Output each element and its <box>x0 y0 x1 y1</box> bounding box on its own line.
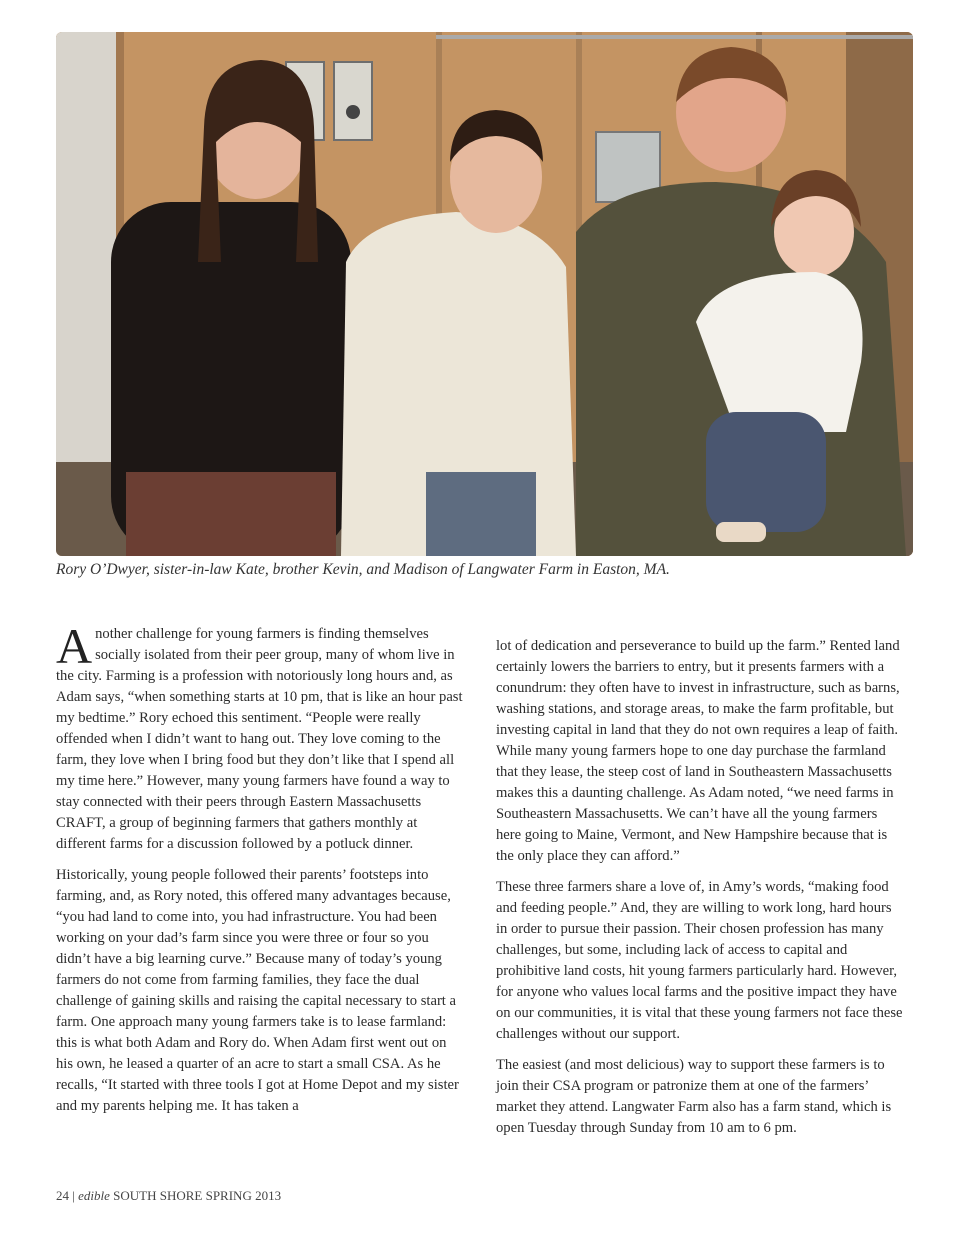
paragraph <box>56 618 464 855</box>
paragraph: Historically, young people followed their parents’ footsteps into farming, and, as Rory noted, this offered many advantages because, “you had land to come into, you had infrastructure. You had been working on your dad’s farm since you were three or four so you didn’t have a big learning curve.” Because many of today’s young farmers do not come from farming families, they face the dual challenge of gaining skills and raising the capital necessary to start a farm. One approach many young farmers take is to lease farmland: this is what both Adam and Rory do. When Adam first went out on his own, he leased a quarter of an acre to start a small CSA. As he recalls, “It started with three tools I got at Home Depot and my sister and my parents helping me. It has taken a <box>56 867 459 1114</box>
left-column <box>56 618 464 1127</box>
paragraph: The easiest (and most delicious) way to support these farmers is to join their CSA program or patronize them at one of the farmers’ market they attend. Langwater Farm also has a farm stand, which is open Tuesday through Sunday from 10 am to 6 pm. <box>496 1057 892 1136</box>
photo-illustration <box>56 32 913 556</box>
paragraph-text: nother challenge for young farmers is finding themselves socially isolated from their peer group, many of whom live in the city. Farming is a profession with notoriously long hours and, as Adam says, “when something starts at 10 pm, that is like an hour past my bedtime.” Rory echoed this sentiment. “People were really offended when I didn’t want to hang out. They love coming to the farm, they love when I bring food but they don’t like that I spend all my time here.” However, many young farmers have found a way to stay connected with their peers through Eastern Massachusetts CRAFT, a group of beginning farmers that gathers monthly at different farms for a discussion followed by a potluck dinner. <box>56 626 463 852</box>
right-column <box>496 636 904 1149</box>
page-number: 24 <box>56 1188 69 1203</box>
drop-cap: A <box>56 618 93 674</box>
farmers-photo <box>56 32 913 556</box>
photo-caption: Rory O’Dwyer, sister-in-law Kate, brother Kevin, and Madison of Langwater Farm in Easton, MA. <box>56 561 670 578</box>
page-footer <box>56 1188 281 1204</box>
issue-date: SPRING 2013 <box>205 1188 282 1203</box>
magazine-name: SOUTH SHORE <box>113 1188 203 1203</box>
paragraph: These three farmers share a love of, in Amy’s words, “making food and feeding people.” And, they are willing to work long, hard hours in order to pursue their passion. Their chosen profession has many challenges, but some, including lack of access to capital and prohibitive land costs, hit young farmers particularly hard. However, for anyone who values local farms and the positive impact they have on our communities, it is vital that these young farmers not face these challenges without our support. <box>496 879 903 1042</box>
paragraph: lot of dedication and perseverance to build up the farm.” Rented land certainly lowers the barriers to entry, but it presents farmers with a conundrum: they often have to invest in infrastructure, such as barns, washing stations, and storage areas, to make the farm profitable, but investing capital in land that they do not own requires a leap of faith. While many young farmers hope to one day purchase the farmland that they lease, the steep cost of land in Southeastern Massachusetts makes this a daunting challenge. As Adam noted, “we need farms in Southeastern Massachusetts. We can’t have all the young farmers here going to Maine, Vermont, and New Hampshire because that is the only place they can afford.” <box>496 638 900 864</box>
magazine-edible: edible <box>78 1188 110 1203</box>
footer-separator: | <box>72 1188 75 1203</box>
